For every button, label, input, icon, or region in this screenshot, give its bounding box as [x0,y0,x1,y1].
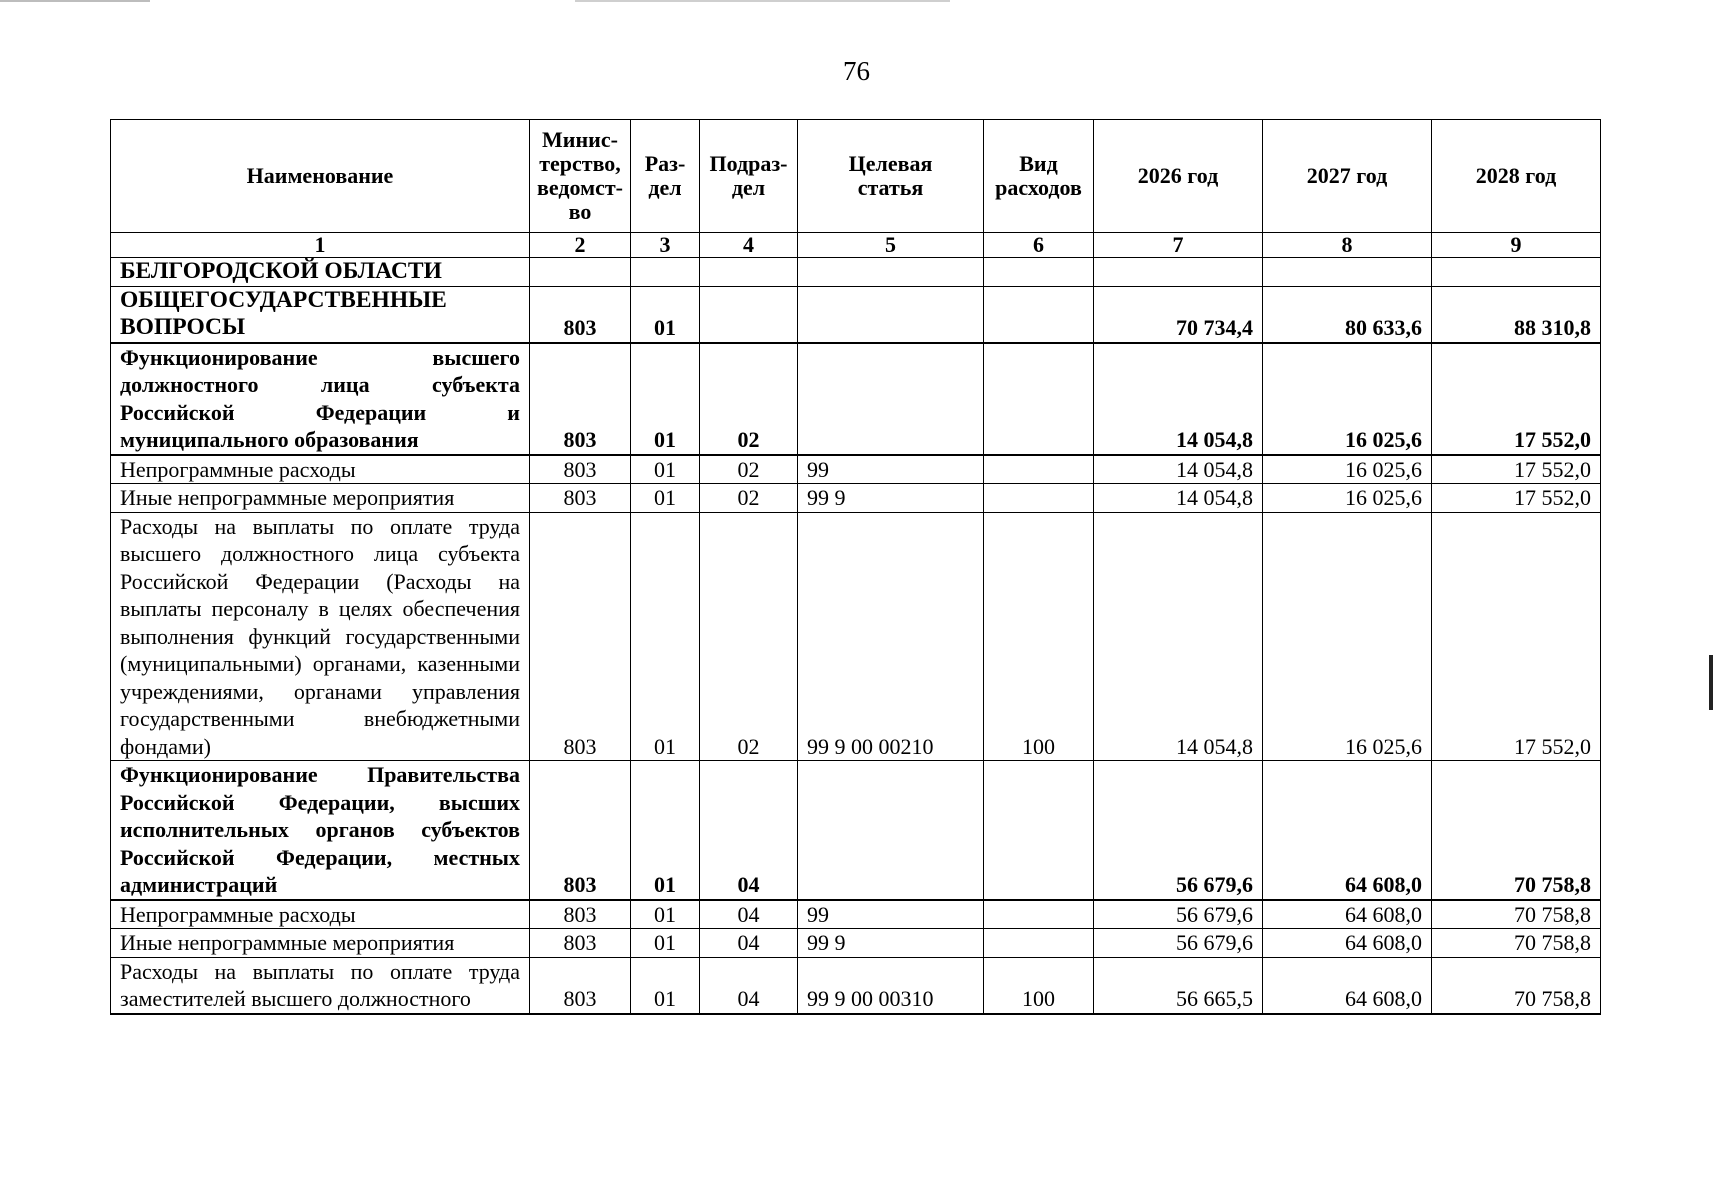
header-ministry: Минис- терство, ведомст- во [530,120,631,233]
row-subsection: 02 [700,343,798,455]
row-section: 01 [631,957,700,1014]
row-2026: 14 054,8 [1094,484,1263,513]
row-subsection: 02 [700,512,798,761]
header-subsection: Подраз- дел [700,120,798,233]
row-ministry [530,258,631,287]
row-target: 99 9 [798,929,984,958]
row-2027: 16 025,6 [1263,512,1432,761]
row-target: 99 9 [798,484,984,513]
row-2028: 70 758,8 [1432,929,1601,958]
row-type [984,286,1094,343]
column-number: 8 [1263,233,1432,258]
row-type: 100 [984,957,1094,1014]
column-number: 2 [530,233,631,258]
scan-artifact-line [575,0,950,2]
row-target [798,286,984,343]
row-section: 01 [631,484,700,513]
header-2027: 2027 год [1263,120,1432,233]
header-expense-type: Вид расходов [984,120,1094,233]
row-2027: 16 025,6 [1263,484,1432,513]
row-type [984,455,1094,484]
row-name: Расходы на выплаты по оплате труда заместителей высшего должностного [111,957,530,1014]
header-row [111,120,1601,233]
row-2028: 17 552,0 [1432,484,1601,513]
row-subsection: 04 [700,900,798,929]
header-target-item: Целевая статья [798,120,984,233]
row-subsection: 04 [700,957,798,1014]
row-name: Функционирование высшего должностного лица субъекта Российской Федерации и муниципального образования [111,343,530,455]
row-name: Функционирование Правительства Российской Федерации, высших исполнительных органов субъектов Российской Федерации, местных администраций [111,761,530,900]
row-target [798,761,984,900]
row-2028 [1432,258,1601,287]
table-row [111,343,1601,455]
row-target [798,343,984,455]
row-2028: 17 552,0 [1432,455,1601,484]
row-ministry: 803 [530,512,631,761]
column-number: 1 [111,233,530,258]
row-ministry: 803 [530,455,631,484]
row-name: БЕЛГОРОДСКОЙ ОБЛАСТИ [111,258,530,287]
page-number: 76 [843,56,870,86]
row-2026: 70 734,4 [1094,286,1263,343]
table-row [111,455,1601,484]
row-2027: 80 633,6 [1263,286,1432,343]
column-number: 5 [798,233,984,258]
row-2026: 14 054,8 [1094,343,1263,455]
row-2028: 70 758,8 [1432,957,1601,1014]
row-2027: 64 608,0 [1263,761,1432,900]
row-type [984,484,1094,513]
table-row [111,258,1601,287]
row-2026 [1094,258,1263,287]
row-ministry: 803 [530,957,631,1014]
row-target [798,258,984,287]
column-number: 4 [700,233,798,258]
row-target: 99 [798,455,984,484]
column-number: 6 [984,233,1094,258]
table-row [111,900,1601,929]
row-section: 01 [631,761,700,900]
row-type [984,900,1094,929]
column-number: 7 [1094,233,1263,258]
row-name: Непрограммные расходы [111,900,530,929]
column-number: 3 [631,233,700,258]
row-target: 99 9 00 00210 [798,512,984,761]
row-2027 [1263,258,1432,287]
row-2028: 17 552,0 [1432,343,1601,455]
row-ministry: 803 [530,484,631,513]
row-target: 99 [798,900,984,929]
row-2028: 17 552,0 [1432,512,1601,761]
row-2026: 56 679,6 [1094,929,1263,958]
row-type [984,258,1094,287]
row-ministry: 803 [530,900,631,929]
row-section [631,258,700,287]
table-row [111,484,1601,513]
row-ministry: 803 [530,929,631,958]
table-row [111,929,1601,958]
row-name: ОБЩЕГОСУДАРСТВЕННЫЕ ВОПРОСЫ [111,286,530,343]
column-number: 9 [1432,233,1601,258]
row-type [984,343,1094,455]
row-type: 100 [984,512,1094,761]
scan-artifact-line [0,0,150,2]
row-ministry: 803 [530,343,631,455]
row-2027: 64 608,0 [1263,900,1432,929]
table-row [111,286,1601,343]
row-name: Иные непрограммные мероприятия [111,484,530,513]
row-name: Иные непрограммные мероприятия [111,929,530,958]
row-2026: 56 665,5 [1094,957,1263,1014]
row-section: 01 [631,512,700,761]
column-number-row [111,233,1601,258]
row-subsection: 04 [700,929,798,958]
row-target: 99 9 00 00310 [798,957,984,1014]
header-2026: 2026 год [1094,120,1263,233]
row-2027: 16 025,6 [1263,343,1432,455]
row-2027: 16 025,6 [1263,455,1432,484]
row-section: 01 [631,343,700,455]
budget-table [110,119,1601,1015]
header-section: Раз- дел [631,120,700,233]
table-row [111,761,1601,900]
row-section: 01 [631,455,700,484]
row-section: 01 [631,929,700,958]
row-subsection [700,286,798,343]
row-2028: 70 758,8 [1432,900,1601,929]
row-ministry: 803 [530,761,631,900]
row-subsection: 04 [700,761,798,900]
row-subsection [700,258,798,287]
row-subsection: 02 [700,484,798,513]
row-name: Расходы на выплаты по оплате труда высшего должностного лица субъекта Российской Федерации (Расходы на выплаты персоналу в целях обеспечения выполнения функций государственными (муниципальными) органами, казенными учреждениями, органами управления государственными внебюджетными фондами) [111,512,530,761]
table-row [111,957,1601,1014]
row-2028: 88 310,8 [1432,286,1601,343]
row-2026: 14 054,8 [1094,512,1263,761]
scan-edge-mark [1709,655,1713,710]
row-2027: 64 608,0 [1263,957,1432,1014]
row-section: 01 [631,900,700,929]
row-2026: 14 054,8 [1094,455,1263,484]
row-2028: 70 758,8 [1432,761,1601,900]
row-2027: 64 608,0 [1263,929,1432,958]
row-ministry: 803 [530,286,631,343]
row-2026: 56 679,6 [1094,761,1263,900]
row-2026: 56 679,6 [1094,900,1263,929]
row-type [984,929,1094,958]
row-subsection: 02 [700,455,798,484]
header-name: Наименование [111,120,530,233]
header-2028: 2028 год [1432,120,1601,233]
row-section: 01 [631,286,700,343]
row-name: Непрограммные расходы [111,455,530,484]
row-type [984,761,1094,900]
table-row [111,512,1601,761]
